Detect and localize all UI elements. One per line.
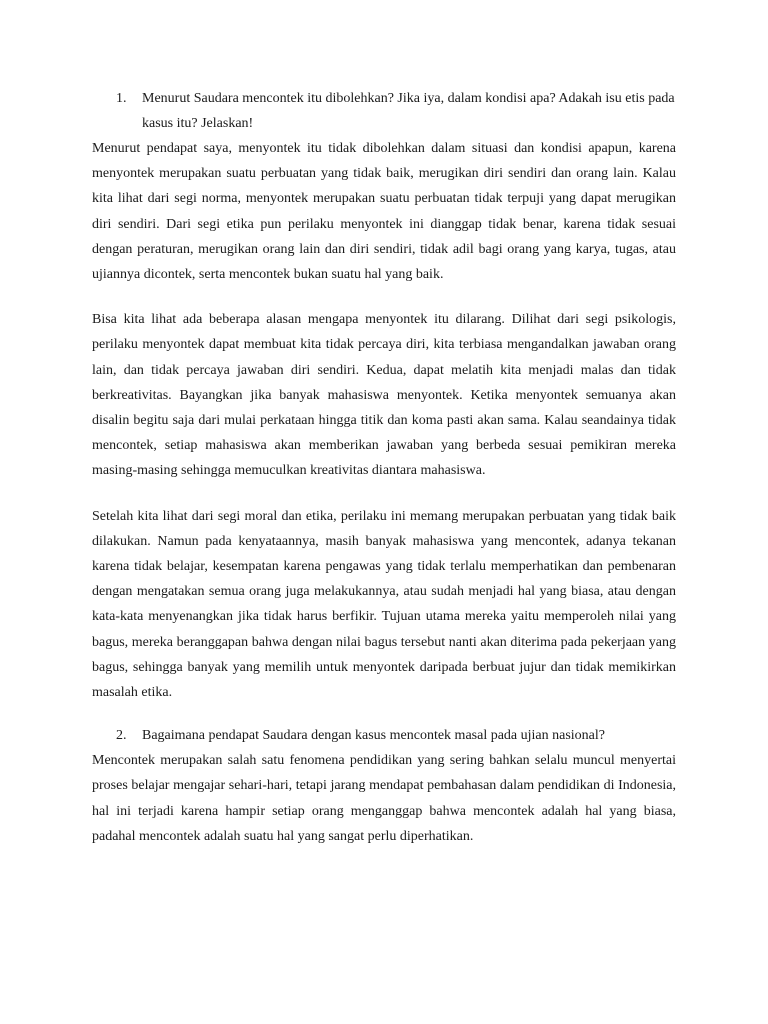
question-1-number: 1. [116, 91, 127, 106]
answer-1-paragraph-3: Setelah kita lihat dari segi moral dan etika, perilaku ini memang merupakan perbuatan yang tidak baik dilakukan. Namun pada kenyataannya, masih banyak mahasiswa yang mencontek, adanya tekanan karena tidak belajar, kesempatan karena pengawas yang tidak terlalu memperhatikan dan pembenaran dengan mengatakan semua orang juga melakukannya, atau sudah menjadi hal yang biasa, atau dengan kata-kata menyenangkan jika tidak harus berfikir. Tujuan utama mereka yaitu memperoleh nilai yang bagus, mereka beranggapan bahwa dengan nilai bagus tersebut nanti akan diterima pada pekerjaan yang bagus, sehingga banyak yang memilih untuk menyontek daripada berbuat jujur dan tidak memikirkan masalah etika. [92, 508, 676, 701]
answer-1-paragraph-1: Menurut pendapat saya, menyontek itu tidak dibolehkan dalam situasi dan kondisi apapun, karena menyontek merupakan suatu perbuatan yang tidak baik, merugikan diri sendiri dan orang lain. Kalau kita lihat dari segi norma, menyontek merupakan suatu perbuatan tidak terpuji yang dapat merugikan diri sendiri. Dari segi etika pun perilaku menyontek ini dianggap tidak benar, karena tidak sesuai dengan peraturan, merugikan orang lain dan diri sendiri, tidak adil bagi orang yang karya, tugas, atau ujiannya dicontek, serta mencontek bukan suatu hal yang baik. [92, 141, 676, 283]
question-1-text: Menurut Saudara mencontek itu dibolehkan? Jika iya, dalam kondisi apa? Adakah isu etis pada kasus itu? Jelaskan! [142, 91, 675, 131]
question-2-text: Bagaimana pendapat Saudara dengan kasus mencontek masal pada ujian nasional? [142, 728, 605, 744]
answer-1-paragraph-2: Bisa kita lihat ada beberapa alasan mengapa menyontek itu dilarang. Dilihat dari segi psikologis, perilaku menyontek dapat membuat kita tidak percaya diri, kita terbiasa mengandalkan jawaban orang lain, dan tidak percaya jawaban diri sendiri. Kedua, dapat melatih kita menjadi malas dan tidak berkreativitas. Bayangkan jika banyak mahasiswa menyontek. Ketika menyontek semuanya akan disalin begitu saja dari mulai perkataan hingga titik dan koma pasti akan sama. Kalau seandainya tidak mencontek, setiap mahasiswa akan memberikan jawaban yang berbeda sesuai pemikiran mereka masing-masing sehingga memuculkan kreativitas diantara mahasiswa. [92, 312, 676, 479]
question-2-number: 2. [116, 728, 127, 744]
answer-2-paragraph-1: Mencontek merupakan salah satu fenomena pendidikan yang sering bahkan selalu muncul menyertai proses belajar mengajar sehari-hari, tetapi jarang mendapat pembahasan dalam pendidikan di Indonesia, hal ini terjadi karena hampir setiap orang menganggap bahwa mencontek adalah hal yang biasa, padahal mencontek adalah suatu hal yang sangat perlu diperhatikan. [92, 753, 676, 844]
question-2 [92, 723, 676, 748]
question-1 [92, 86, 676, 136]
